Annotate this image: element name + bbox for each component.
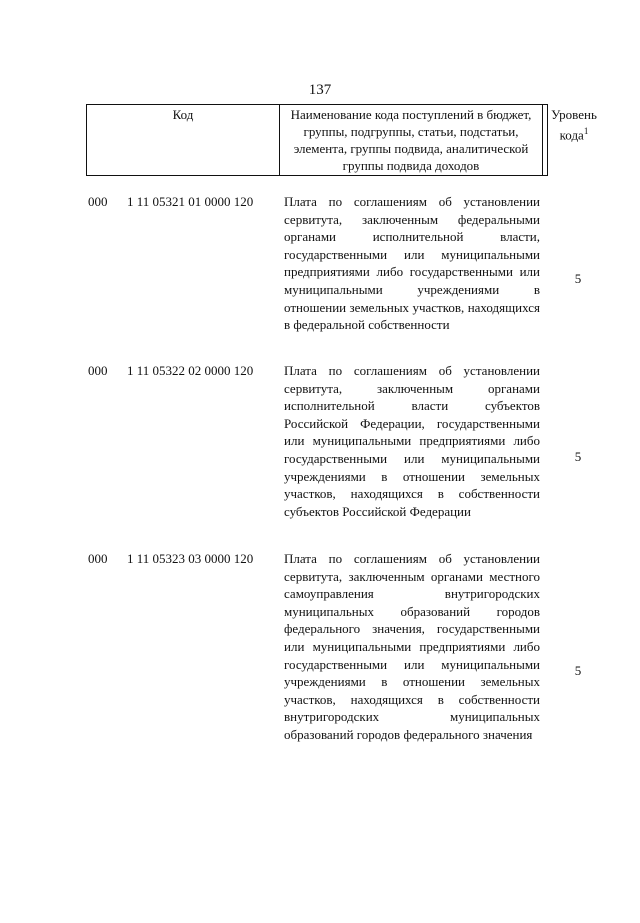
page-number: 137 <box>308 82 332 98</box>
admin-code: 000 <box>88 551 108 566</box>
revenue-code: 1 11 05322 02 0000 120 <box>127 363 254 378</box>
header-name: Наименование кода поступлений в бюджет, группы, подгруппы, статьи, подстатьи, элемента, группы подвида, аналитической группы подвида доходов <box>280 105 543 175</box>
revenue-name: Плата по соглашениям об установлении сервитута, заключенным органами местного самоуправления внутригородских муниципальных образований городов федерального значения, государственными или муниципальными предприятиями либо государственными или муниципальными учреждениями в отношении земельных участков, находящихся в собственности внутригородских муниципальных образований городов федерального значения <box>284 551 540 742</box>
code-level: 5 <box>574 271 582 286</box>
revenue-code: 1 11 05321 01 0000 120 <box>127 194 254 209</box>
revenue-code: 1 11 05323 03 0000 120 <box>127 551 254 566</box>
footnote-marker: 1 <box>583 126 589 136</box>
admin-code: 000 <box>88 194 108 209</box>
table-header <box>86 104 597 176</box>
header-level <box>543 105 605 175</box>
code-level: 5 <box>574 449 582 464</box>
header-code: Код <box>87 105 280 175</box>
header-level-label: Уровень кода <box>551 107 597 143</box>
revenue-name: Плата по соглашениям об установлении сервитута, заключенным федеральными органами исполнительной власти, государственными или муниципальными предприятиями либо государственными или муниципальными учреждениями в отношении земельных участков, находящихся в федеральной собственности <box>284 194 540 333</box>
admin-code: 000 <box>88 363 108 378</box>
revenue-name: Плата по соглашениям об установлении сервитута, заключенным органами исполнительной власти субъектов Российской Федерации, государственными или муниципальными предприятиями либо государственными или муниципальными учреждениями в отношении земельных участков, находящихся в собственности субъектов Российской Федерации <box>284 363 540 519</box>
code-level: 5 <box>574 663 582 678</box>
